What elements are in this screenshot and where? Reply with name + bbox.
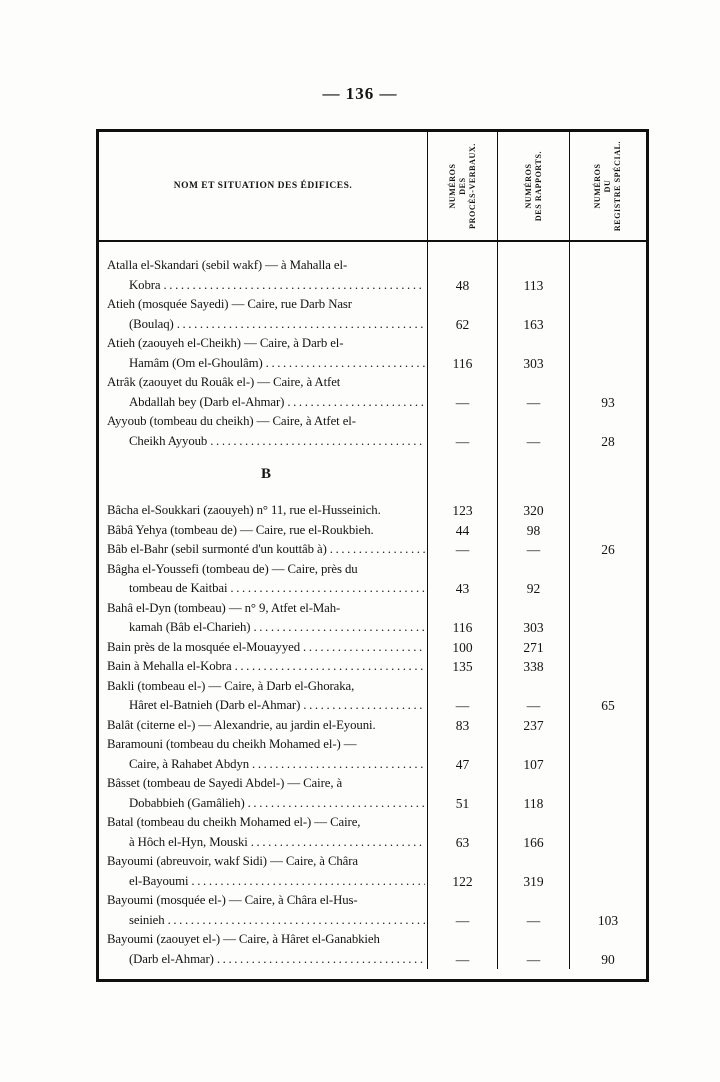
- entry-line: [107, 852, 425, 872]
- reg-cell: [569, 638, 646, 658]
- reg-cell: [569, 716, 646, 736]
- pv-cell: [427, 813, 497, 852]
- table-row: [99, 295, 646, 334]
- table-row: [99, 256, 646, 295]
- entry-line: [107, 579, 425, 599]
- name-cell: [99, 774, 427, 813]
- entry-line: [107, 599, 425, 619]
- number-value: 116: [452, 355, 473, 371]
- reg-cell: [569, 521, 646, 541]
- rap-cell: [497, 412, 569, 451]
- entry-text: Batal (tombeau du cheikh Mohamed el-) — Caire,: [107, 815, 361, 829]
- entry-line: [107, 716, 425, 736]
- entry-line: [107, 735, 425, 755]
- entry-text: seinieh: [129, 912, 165, 927]
- name-cell: [99, 891, 427, 930]
- entry-line: [107, 412, 425, 432]
- table-row: [99, 599, 646, 638]
- entry-line: [107, 521, 425, 541]
- name-cell: [99, 677, 427, 716]
- entry-line: [107, 677, 425, 697]
- reg-cell: [569, 242, 646, 256]
- number-value: 63: [455, 834, 470, 850]
- page-number: — 136 —: [322, 84, 398, 103]
- table-header-proces-verbaux: [427, 132, 497, 240]
- entry-line: [107, 657, 425, 677]
- entry-text: tombeau de Kaitbai: [129, 581, 228, 595]
- number-value: —: [526, 542, 541, 557]
- entry-line: [107, 354, 425, 374]
- number-value: 93: [601, 394, 615, 410]
- entry-text: Ayyoub (tombeau du cheikh) — Caire, à Atfet el-: [107, 414, 356, 428]
- number-value: 271: [523, 639, 544, 655]
- name-cell: [99, 521, 427, 541]
- rotated-header-text: [524, 151, 544, 221]
- name-cell: [99, 716, 427, 736]
- rap-cell: [497, 373, 569, 412]
- reg-cell: [569, 735, 646, 774]
- rap-cell: [497, 451, 569, 501]
- pv-cell: [427, 521, 497, 541]
- pv-cell: [427, 412, 497, 451]
- number-value: 51: [455, 795, 470, 811]
- entry-text: Bakli (tombeau el-) — Caire, à Darb el-Ghoraka,: [107, 678, 355, 693]
- entry-text: Bâcha el-Soukkari (zaouyeh) n° 11, rue el-Husseinich.: [107, 503, 381, 517]
- reg-cell: [569, 373, 646, 412]
- pv-cell: [427, 735, 497, 774]
- number-value: 28: [601, 433, 615, 449]
- reg-cell: [569, 774, 646, 813]
- entry-text: Bâsset (tombeau de Sayedi Abdel-) — Caire, à: [107, 776, 343, 790]
- dot-leader: [168, 911, 425, 931]
- entry-line: [107, 373, 425, 393]
- entry-line: [107, 930, 425, 950]
- entry-line: [107, 501, 425, 521]
- entry-text: (Darb el-Ahmar): [129, 951, 214, 966]
- number-value: 116: [452, 620, 473, 635]
- entry-line: [107, 638, 425, 658]
- name-cell: [99, 930, 427, 969]
- entry-text: Atrâk (zaouyet du Rouâk el-) — Caire, à Atfet: [107, 375, 341, 389]
- section-row: [99, 451, 646, 501]
- table-row: [99, 540, 646, 560]
- number-value: 166: [523, 834, 544, 850]
- table-header-rapports: [497, 132, 569, 240]
- entry-text: Hâret el-Batnieh (Darb el-Ahmar): [129, 698, 301, 712]
- name-cell: [99, 735, 427, 774]
- number-value: 65: [601, 698, 615, 713]
- entry-line: [107, 295, 425, 315]
- name-cell: [99, 242, 427, 256]
- number-value: —: [526, 433, 541, 449]
- table-header-registre-special: [569, 132, 646, 240]
- name-cell: [99, 334, 427, 373]
- entry-text: Bâb el-Bahr (sebil surmonté d'un kouttâb à): [107, 542, 327, 556]
- rap-cell: [497, 560, 569, 599]
- reg-cell: [569, 599, 646, 638]
- name-cell: [99, 373, 427, 412]
- pv-cell: [427, 540, 497, 560]
- entry-line: [107, 256, 425, 276]
- table-row: [99, 891, 646, 930]
- dot-leader: [251, 833, 425, 853]
- number-value: 90: [601, 951, 615, 967]
- number-value: 123: [452, 503, 473, 518]
- pv-cell: [427, 852, 497, 891]
- table-row: [99, 813, 646, 852]
- entry-text: Atieh (zaouyeh el-Cheikh) — Caire, à Darb el-: [107, 336, 344, 350]
- rap-cell: [497, 735, 569, 774]
- number-value: —: [526, 912, 541, 928]
- number-value: 122: [452, 873, 473, 889]
- spacer-row: [99, 242, 646, 256]
- rap-cell: [497, 677, 569, 716]
- rap-cell: [497, 638, 569, 658]
- pv-cell: [427, 599, 497, 638]
- header-line: DES: [457, 177, 467, 195]
- number-value: 103: [597, 912, 619, 928]
- entry-line: [107, 315, 425, 335]
- number-value: —: [455, 698, 470, 713]
- header-line: NUMÉROS: [593, 163, 602, 209]
- table-header-name: NOM ET SITUATION DES ÉDIFICES.: [173, 181, 353, 191]
- table-row: [99, 735, 646, 774]
- number-value: —: [455, 912, 470, 928]
- number-value: 107: [523, 756, 544, 772]
- rap-cell: [497, 521, 569, 541]
- name-cell: [99, 657, 427, 677]
- table-body: [99, 242, 646, 969]
- entry-line: [107, 794, 425, 814]
- number-value: 338: [523, 659, 544, 674]
- pv-cell: [427, 334, 497, 373]
- pv-cell: [427, 451, 497, 501]
- dot-leader: [266, 354, 425, 374]
- dot-leader: [163, 276, 425, 296]
- number-value: 113: [523, 277, 544, 293]
- dot-leader: [253, 618, 425, 638]
- header-line: DU: [603, 179, 612, 193]
- dot-leader: [217, 950, 425, 970]
- entry-line: [107, 276, 425, 296]
- rap-cell: [497, 334, 569, 373]
- pv-cell: [427, 677, 497, 716]
- rap-cell: [497, 242, 569, 256]
- name-cell: [99, 540, 427, 560]
- rotated-header-text: [593, 141, 623, 231]
- reg-cell: [569, 256, 646, 295]
- number-value: 237: [523, 717, 544, 733]
- entry-line: [107, 755, 425, 775]
- header-line: PROCÈS-VERBAUX.: [467, 143, 477, 229]
- table-row: [99, 638, 646, 658]
- dot-leader: [191, 872, 425, 892]
- entry-line: [107, 872, 425, 892]
- name-cell: [99, 599, 427, 638]
- header-line: NUMÉROS: [523, 163, 533, 209]
- entry-text: Caire, à Rahabet Abdyn: [129, 756, 250, 771]
- entry-text: Bahâ el-Dyn (tombeau) — n° 9, Atfet el-Mah-: [107, 600, 341, 615]
- rap-cell: [497, 716, 569, 736]
- header-line: DES RAPPORTS.: [533, 150, 543, 222]
- rap-cell: [497, 891, 569, 930]
- entry-line: [107, 540, 425, 560]
- section-letter: B: [261, 466, 271, 482]
- entry-text: el-Bayoumi: [129, 873, 189, 888]
- number-value: 26: [601, 542, 615, 557]
- dot-leader: [210, 432, 425, 452]
- name-cell: [99, 295, 427, 334]
- entry-line: [107, 696, 425, 716]
- entry-line: [107, 950, 425, 970]
- entry-text: Bayoumi (zaouyet el-) — Caire, à Hâret el-Ganabkieh: [107, 932, 380, 946]
- pv-cell: [427, 373, 497, 412]
- table-row: [99, 716, 646, 736]
- number-value: 44: [455, 522, 470, 538]
- dot-leader: [248, 794, 425, 814]
- name-cell: [99, 451, 427, 501]
- entry-text: Bayoumi (mosquée el-) — Caire, à Châra el-Hus-: [107, 893, 358, 907]
- number-value: 43: [455, 581, 470, 596]
- rap-cell: [497, 599, 569, 638]
- entry-line: [107, 833, 425, 853]
- entry-line: [107, 334, 425, 354]
- dot-leader: [235, 657, 425, 677]
- entry-text: Cheikh Ayyoub: [129, 433, 208, 448]
- table-row: [99, 677, 646, 716]
- number-value: 303: [523, 620, 544, 635]
- pv-cell: [427, 716, 497, 736]
- table-row: [99, 373, 646, 412]
- number-value: 62: [455, 316, 470, 332]
- table-header-row: [99, 132, 646, 242]
- dot-leader: [303, 638, 425, 658]
- entry-text: Bain à Mehalla el-Kobra: [107, 659, 232, 673]
- entry-text: à Hôch el-Hyn, Mouski: [129, 834, 248, 849]
- entry-line: [107, 774, 425, 794]
- reg-cell: [569, 295, 646, 334]
- entry-text: Hamâm (Om el-Ghoulâm): [129, 355, 263, 370]
- number-value: —: [526, 951, 541, 967]
- rap-cell: [497, 774, 569, 813]
- name-cell: [99, 501, 427, 521]
- reg-cell: [569, 540, 646, 560]
- rap-cell: [497, 295, 569, 334]
- pv-cell: [427, 256, 497, 295]
- name-cell: [99, 852, 427, 891]
- reg-cell: [569, 852, 646, 891]
- number-value: 163: [523, 316, 544, 332]
- number-value: 92: [526, 581, 541, 596]
- pv-cell: [427, 657, 497, 677]
- reg-cell: [569, 501, 646, 521]
- table-row: [99, 334, 646, 373]
- number-value: —: [455, 951, 470, 967]
- name-cell: [99, 256, 427, 295]
- entry-text: Atieh (mosquée Sayedi) — Caire, rue Darb Nasr: [107, 297, 352, 311]
- pv-cell: [427, 930, 497, 969]
- header-line: NUMÉROS: [447, 163, 457, 209]
- entry-line: [107, 393, 425, 413]
- rap-cell: [497, 501, 569, 521]
- rap-cell: [497, 657, 569, 677]
- name-cell: [99, 412, 427, 451]
- pv-cell: [427, 560, 497, 599]
- name-cell: [99, 638, 427, 658]
- entry-line: [107, 618, 425, 638]
- table-row: [99, 774, 646, 813]
- entry-line: [107, 911, 425, 931]
- number-value: 319: [523, 873, 544, 889]
- dot-leader: [330, 540, 425, 560]
- reg-cell: [569, 412, 646, 451]
- number-value: 135: [452, 659, 473, 674]
- number-value: 118: [523, 795, 544, 811]
- entry-text: Atalla el-Skandari (sebil wakf) — à Mahalla el-: [107, 258, 348, 272]
- pv-cell: [427, 501, 497, 521]
- rap-cell: [497, 256, 569, 295]
- number-value: 100: [452, 639, 473, 655]
- entry-line: [107, 560, 425, 580]
- rap-cell: [497, 813, 569, 852]
- entry-text: Bayoumi (abreuvoir, wakf Sidi) — Caire, à Châra: [107, 854, 359, 868]
- number-value: —: [526, 394, 541, 410]
- entry-text: kamah (Bâb el-Charieh): [129, 620, 251, 634]
- rotated-header-text: [448, 143, 478, 229]
- header-line: REGISTRE SPÉCIAL.: [613, 140, 622, 232]
- name-cell: [99, 560, 427, 599]
- dot-leader: [177, 315, 425, 335]
- pv-cell: [427, 295, 497, 334]
- table-row: [99, 521, 646, 541]
- name-cell: [99, 813, 427, 852]
- rap-cell: [497, 930, 569, 969]
- rap-cell: [497, 852, 569, 891]
- reg-cell: [569, 451, 646, 501]
- pv-cell: [427, 774, 497, 813]
- number-value: 320: [523, 503, 544, 518]
- reg-cell: [569, 930, 646, 969]
- entry-text: Kobra: [129, 277, 161, 292]
- reg-cell: [569, 891, 646, 930]
- table-row: [99, 657, 646, 677]
- entry-text: Balât (citerne el-) — Alexandrie, au jardin el-Eyouni.: [107, 717, 376, 732]
- pv-cell: [427, 242, 497, 256]
- number-value: 47: [455, 756, 470, 772]
- dot-leader: [287, 393, 425, 413]
- reg-cell: [569, 813, 646, 852]
- table-row: [99, 930, 646, 969]
- entry-line: [107, 813, 425, 833]
- reg-cell: [569, 677, 646, 716]
- entry-text: Dobabbieh (Gamâlieh): [129, 795, 245, 810]
- number-value: —: [455, 542, 470, 557]
- table-row: [99, 852, 646, 891]
- reg-cell: [569, 560, 646, 599]
- number-value: —: [526, 698, 541, 713]
- table-row: [99, 560, 646, 599]
- entry-text: Bain près de la mosquée el-Mouayyed: [107, 639, 301, 654]
- table-row: [99, 412, 646, 451]
- entry-line: [107, 891, 425, 911]
- number-value: 83: [455, 717, 470, 733]
- entry-text: Baramouni (tombeau du cheikh Mohamed el-) —: [107, 737, 357, 751]
- reg-cell: [569, 334, 646, 373]
- number-value: 48: [455, 277, 470, 293]
- pv-cell: [427, 638, 497, 658]
- number-value: 98: [526, 522, 541, 538]
- entry-line: [107, 432, 425, 452]
- reg-cell: [569, 657, 646, 677]
- entry-text: (Boulaq): [129, 316, 174, 331]
- entry-text: Bâgha el-Youssefi (tombeau de) — Caire, près du: [107, 561, 358, 576]
- entry-text: Abdallah bey (Darb el-Ahmar): [129, 394, 285, 409]
- table-row: [99, 501, 646, 521]
- entry-text: Bâbâ Yehya (tombeau de) — Caire, rue el-Roukbieh.: [107, 522, 374, 537]
- dot-leader: [303, 696, 425, 716]
- number-value: —: [455, 433, 470, 449]
- number-value: —: [455, 394, 470, 410]
- number-value: 303: [523, 355, 544, 371]
- monuments-table: [96, 129, 649, 982]
- rap-cell: [497, 540, 569, 560]
- pv-cell: [427, 891, 497, 930]
- dot-leader: [230, 579, 425, 599]
- dot-leader: [252, 755, 425, 775]
